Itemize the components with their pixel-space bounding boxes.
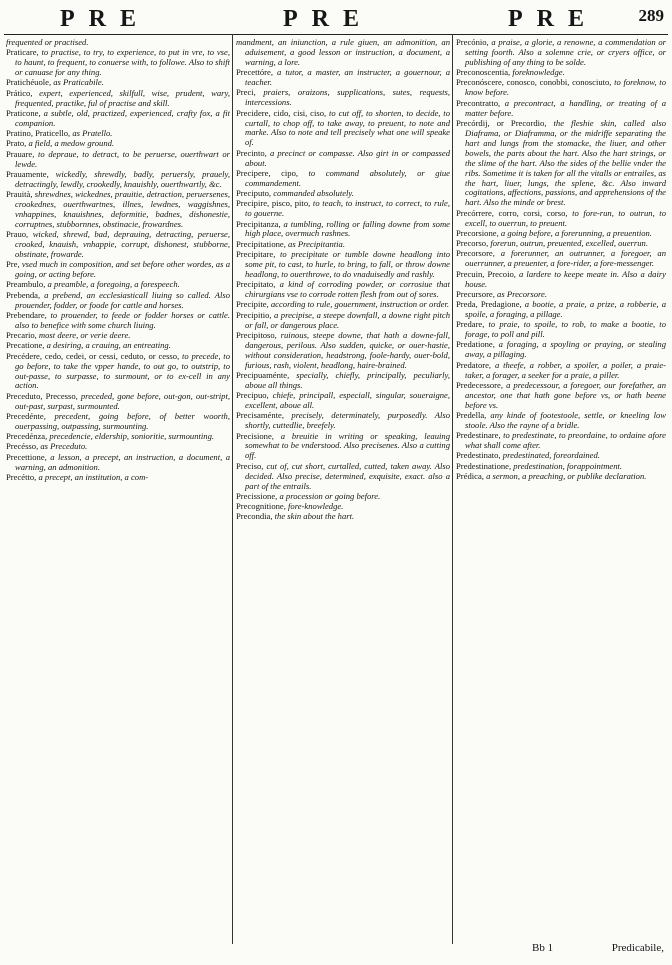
entry-definition: as Pratello. (70, 128, 113, 139)
entry-headword: Prauità, (6, 188, 33, 199)
dictionary-entry (456, 300, 666, 320)
entry-definition: a preamble, a foregoing, a forespeech. (45, 279, 180, 290)
entry-headword: Prebenda, (6, 289, 41, 300)
dictionary-entry (456, 361, 666, 381)
column-divider-right (452, 34, 453, 944)
dictionary-entry (236, 512, 450, 522)
entry-definition: precisely, determinately, purposedly. Also shortly, cuttedlie, breefely. (245, 410, 450, 431)
entry-definition: as Precorsore. (494, 288, 548, 299)
entry-headword: Precétto, (6, 471, 37, 482)
page-number: 289 (638, 6, 664, 25)
entry-definition: to depraue, to detract, to be peruerse, ouerthwart or lewde. (15, 148, 230, 169)
entry-definition: a precept, an institution, a com- (36, 471, 149, 482)
entry-headword: Precettione, (6, 451, 47, 462)
entry-definition: mandment, an iniunction, a rule giuen, an admonition, an aduisement, a good lesson or instruction, a document, a warning, a lore. (236, 38, 450, 67)
dictionary-entry (236, 280, 450, 300)
entry-definition: a forerunner, an outrunner, a foregoer, an ouerrunner, a preuenter, a fore-rider, a fore-messenger. (465, 248, 666, 269)
entry-headword: Precedénte, (6, 410, 46, 421)
entry-headword: Precinto, (236, 147, 267, 158)
signature-mark: Bb 1 (532, 942, 554, 954)
entry-headword: Precésso, (6, 441, 39, 452)
dictionary-entry (456, 472, 666, 482)
dictionary-entry (236, 250, 450, 280)
entry-headword: Precisione, (236, 430, 274, 441)
entry-definition: the fleshie skin, called also Diaframa, or Diaframma, or the midriffe separating the hart and lungs from the stomacke, the liuer, and other bowels, the parts about the hart. Also the hart strings, or the slime of the hart. Also the sides of the bellie vnder the ribs. Sometime it is taken for all the vitalls or entrailes, as the hart, liuer, lungs, the splene, &c. Also inward cogitations, affections, passions, and apprehensions of the hart. Also the minde or brest. (465, 117, 666, 208)
entry-headword: Preconóscere, conosco, conobbi, conosciuto, (456, 77, 612, 88)
entry-headword: Predatore, (456, 359, 492, 370)
entry-definition: foreknowledge. (510, 67, 565, 78)
entry-headword: Prauo, (6, 229, 29, 240)
entry-definition: a breuitie in writing or speaking, leauing somewhat to be vnderstood. Also precisenes. Also a cutting off. (245, 430, 450, 461)
entry-definition: predestinated, foreordained. (500, 450, 600, 461)
running-head (0, 4, 672, 34)
dictionary-entry (456, 270, 666, 290)
dictionary-entry (236, 109, 450, 149)
entry-definition: cut of, cut short, curtalled, cutted, taken away. Also decided. Also precise, determined, exquisite, exact. also a part of the entrails. (245, 460, 450, 491)
dictionary-entry (6, 89, 230, 109)
entry-headword: Precuin, Precoio, (456, 268, 516, 279)
entry-headword: Prático, (6, 87, 33, 98)
entry-definition: to predestinate, to preordaine, to ordaine afore what shall come after. (465, 430, 666, 451)
entry-definition: a precinct or compasse. Also girt in or compassed about. (245, 147, 450, 168)
header-rule (4, 34, 668, 35)
column-left (6, 38, 230, 938)
entry-definition: to fore-run, to outrun, to excell, to ouerrun, to preuent. (465, 207, 666, 228)
dictionary-entry (236, 331, 450, 371)
entry-headword: Precónio, (456, 38, 489, 47)
dictionary-entry (6, 453, 230, 473)
dictionary-entry (456, 381, 666, 411)
running-head-right: PRE (508, 6, 598, 32)
entry-definition: to precede, to go before, to take the vpper hande, to out go, to outstrip, to out-passe, to surpasse, to surmount, or to ex-cell in any action. (15, 350, 230, 391)
dictionary-entry (236, 149, 450, 169)
entry-definition: frequented or practised. (6, 38, 89, 47)
entry-headword: Precipitatione, (236, 238, 286, 249)
entry-headword: Preda, Predagione, (456, 299, 522, 310)
entry-definition: a sermon, a preaching, or publike declaration. (483, 470, 647, 481)
entry-headword: Preciputo, (236, 188, 272, 199)
entry-definition: precedent, going before, of better woorth, ouerpassing, outpassing, surmounting. (15, 410, 230, 431)
entry-headword: Predestinare, (456, 430, 501, 441)
entry-definition: as Precipitantia. (285, 238, 346, 249)
entry-definition: praiers, oraizons, supplications, sutes, requests, intercessions. (245, 87, 450, 108)
entry-definition: a field, a medow ground. (26, 138, 115, 149)
entry-definition: a lardere to keepe meate in. Also a dairy house. (465, 268, 666, 289)
entry-definition: predestination, forappointment. (511, 460, 623, 471)
entry-definition: a precipise, a steepe downfall, a downe right pitch or fall, or dangerous place. (245, 309, 450, 330)
entry-definition: to teach, to instruct, to correct, to rule, to gouerne. (245, 198, 450, 219)
entry-definition: a kind of corroding powder, or corrosiue that chirurgians vse to corrode rotten flesh from out of sores. (245, 279, 450, 300)
entry-headword: Precidere, cido, cisi, ciso, (236, 107, 327, 118)
dictionary-entry (236, 88, 450, 108)
entry-definition: expert, experienced, skilfull, wise, prudent, wary, frequented, practike, ful of practise and skill. (15, 87, 230, 108)
entry-headword: Prauamente, (6, 168, 49, 179)
entry-definition: wickedly, shrewdly, badly, peruersly, prauely, detractingly, lewdly, crookedly, knauishly, ouerthwartly, &c. (15, 168, 230, 189)
entry-headword: Precórrere, corro, corsi, corso, (456, 207, 568, 218)
entry-headword: Prato, (6, 138, 27, 149)
entry-definition: specially, chiefly, principally, peculiarly, aboue all things. (245, 369, 450, 390)
entry-definition: a procession or going before. (277, 490, 381, 501)
entry-headword: Precipitato, (236, 279, 276, 290)
dictionary-entry (456, 411, 666, 431)
entry-headword: Precorsore, (456, 248, 495, 259)
dictionary-entry (236, 220, 450, 240)
entry-definition: according to rule, gouernment, instruction or order. (268, 299, 449, 310)
entry-headword: Preciso, (236, 460, 264, 471)
dictionary-entry (6, 412, 230, 432)
column-divider-left (232, 34, 233, 944)
dictionary-entry (456, 78, 666, 98)
dictionary-entry (6, 260, 230, 280)
entry-headword: Precipitare, (236, 248, 276, 259)
entry-definition: a going before, a forerunning, a preuention. (498, 227, 652, 238)
entry-headword: Precipuo, (236, 390, 269, 401)
entry-headword: Precórdij, or Precordio, (456, 117, 547, 128)
dictionary-entry (236, 199, 450, 219)
entry-definition: a praise, a glorie, a renowne, a commendation or setting foorth. Also a solemne crie, or cryers office, or publishing of any thing to be solde. (465, 38, 666, 67)
dictionary-entry (236, 432, 450, 462)
entry-definition: as Preceduto. (38, 441, 88, 452)
entry-headword: Pratichéuole, (6, 77, 52, 88)
entry-headword: Praticone, (6, 107, 41, 118)
dictionary-entry (236, 371, 450, 391)
entry-headword: Pratino, Praticello, (6, 128, 71, 139)
entry-definition: a desiring, a crauing, an entreating. (44, 340, 171, 351)
dictionary-entry (6, 352, 230, 392)
entry-definition: to command absolutely, or giue commandement. (245, 167, 450, 188)
column-middle (236, 38, 450, 938)
dictionary-entry (6, 392, 230, 412)
entry-definition: a subtle, old, practized, experienced, crafty fox, a fit companion. (15, 107, 230, 128)
entry-definition: a bootie, a praie, a prize, a robberie, a spoile, a foraging, a pillage. (465, 299, 666, 319)
entry-definition: a foraging, a spoyling or praying, or stealing away, a pillaging. (465, 339, 666, 360)
dictionary-entry (456, 340, 666, 360)
entry-headword: Precipere, cipo, (236, 167, 299, 178)
entry-headword: Predestinatione, (456, 460, 512, 471)
entry-definition: to foreknow, to know before. (465, 77, 666, 98)
entry-definition: a predecessour, a foregoer, our forefather, an ancestor, one that hath gone before vs, or hath beene before vs. (465, 379, 666, 410)
entry-definition: shrewdnes, wickednes, prauitie, detraction, peruersenes, crookednes, ouerthwartnes, illnes, lewdnes, waggishnes, vnhappines, knauishnes, deformitie, badnes, dishonestie, corruptnes, stubbornnes, obstinacie, frowardnes. (15, 188, 230, 229)
entry-headword: Precipitanza, (236, 218, 281, 229)
entry-headword: Predella, (456, 410, 487, 421)
entry-definition: wicked, shrewd, bad, deprauing, detracting, peruerse, crooked, knauish, vnhappie, corrupt, dishonest, stubborne, obstinate, frowarde. (15, 229, 230, 259)
dictionary-entry (456, 119, 666, 209)
dictionary-entry (456, 249, 666, 269)
entry-headword: Precario, (6, 330, 37, 341)
entry-headword: Pre, (6, 259, 20, 270)
entry-headword: Predatione, (456, 339, 495, 350)
dictionary-entry (6, 473, 230, 483)
entry-definition: as Praticabile. (51, 77, 104, 88)
dictionary-entry (456, 320, 666, 340)
dictionary-entry (236, 311, 450, 331)
entry-headword: Precipuaménte, (236, 369, 290, 380)
dictionary-entry (236, 38, 450, 68)
running-head-center: PRE (283, 6, 373, 32)
dictionary-entry (6, 311, 230, 331)
entry-headword: Precipire, pisco, pito, (236, 198, 311, 209)
page-footer (0, 942, 672, 962)
entry-headword: Preci, (236, 87, 256, 98)
entry-headword: Precondia, (236, 511, 273, 522)
entry-definition: any kinde of footestoole, settle, or kneeling low stoole. Also the rayne of a bridle. (465, 410, 666, 430)
entry-definition: vsed much in composition, and set before other wordes, as a going, or acting before. (15, 259, 230, 280)
entry-headword: Precorsione, (456, 227, 499, 238)
entry-definition: a tutor, a master, an instructer, a gouernour, a teacher. (245, 67, 450, 88)
entry-definition: to prouender, to feede or fodder horses or cattle. also to benefice with some church liuing. (15, 309, 230, 330)
entry-headword: Prebendare, (6, 309, 47, 320)
entry-definition: to precipitate or tumble downe headlong into some pit, to cast, to hurle, to bring, to fall, or throw downe headlong, to ouerthrowe, to do vnaduisedly and rashly. (245, 248, 450, 279)
entry-headword: Precipitoso, (236, 329, 277, 340)
dictionary-entry (6, 170, 230, 190)
entry-definition: chiefe, principall, especiall, singular, soueraigne, excellent, aboue all. (245, 390, 450, 411)
entry-headword: Precorso, (456, 238, 489, 249)
entry-definition: commanded absolutely. (271, 188, 354, 199)
dictionary-entry (6, 109, 230, 129)
dictionary-entry (6, 150, 230, 170)
entry-headword: Precissione, (236, 490, 278, 501)
entry-definition: a prebend, an ecclesiasticall liuing so called. Also prouender, fodder, or foode for cattle and horses. (15, 289, 230, 310)
dictionary-entry (6, 190, 230, 230)
entry-headword: Precipitio, (236, 309, 272, 320)
catchword: Predicabile, (611, 942, 664, 954)
dictionary-entry (236, 169, 450, 189)
entry-definition: to praie, to spoile, to rob, to make a bootie, to forage, to poll and pill. (465, 319, 666, 340)
entry-definition: a tumbling, rolling or falling downe from some high place, overmuch rashnes. (245, 218, 450, 239)
entry-definition: the skin about the hart. (272, 511, 355, 522)
entry-definition: most deere, or verie deere. (36, 330, 131, 341)
entry-definition: forerun, outrun, preuented, excelled, ouerrun. (488, 238, 648, 249)
dictionary-entry (6, 48, 230, 78)
entry-definition: a theefe, a robber, a spoiler, a poiler, a praie-taker, a forager, a seeker for a praie, a piller. (465, 359, 666, 380)
entry-headword: Precipite, (236, 299, 269, 310)
dictionary-entry (456, 99, 666, 119)
entry-headword: Precettóre, (236, 67, 273, 78)
entry-definition: a precontract, a handling, or treating of a matter before. (465, 97, 666, 118)
entry-headword: Preceduto, Precesso, (6, 390, 78, 401)
dictionary-entry (456, 431, 666, 451)
dictionary-entry (6, 230, 230, 260)
dictionary-entry (236, 462, 450, 492)
dictionary-entry (456, 209, 666, 229)
entry-headword: Prauare, (6, 148, 35, 159)
entry-headword: Predestinato, (456, 450, 501, 461)
entry-headword: Preambulo, (6, 279, 46, 290)
dictionary-entry (456, 38, 666, 68)
running-head-left: PRE (60, 6, 150, 32)
entry-definition: fore-knowledge. (285, 501, 344, 512)
entry-definition: a lesson, a precept, an instruction, a document, a warning, an admonition. (15, 451, 230, 472)
entry-headword: Precontratto, (456, 97, 501, 108)
entry-headword: Precognitione, (236, 501, 286, 512)
entry-headword: Praticare, (6, 47, 39, 58)
entry-headword: Precédere, cedo, cedei, or cessi, ceduto, or cesso, (6, 350, 180, 361)
entry-headword: Precisaménte, (236, 410, 284, 421)
column-right (456, 38, 666, 938)
entry-definition: to cut off, to shorten, to decide, to curtall, to chop off, to take away, to preuent, to note and marke. Also to note and tell precisely what one will speake of. (245, 107, 450, 148)
entry-definition: preceded, gone before, out-gon, out-stript, out-past, surpast, surmounted. (15, 390, 230, 411)
entry-definition: to practise, to try, to experience, to put in vre, to vse, to haunt, to frequent, to conuerse with, to followe. Also to shift or canuase for any thing. (15, 47, 230, 78)
dictionary-entry (236, 68, 450, 88)
entry-headword: Predare, (456, 319, 485, 330)
entry-headword: Precedénza, (6, 431, 48, 442)
dictionary-entry (6, 291, 230, 311)
entry-headword: Preconoscentia, (456, 67, 511, 78)
entry-definition: precedencie, eldership, sonioritie, surmounting. (47, 431, 215, 442)
entry-definition: ruinous, steepe downe, that hath a downe-fall, dangerous, perilous. Also sudden, quicke, or ouer-hastie, without consideration, headstrong, foole-hardy, ouer-bold, furious, rash, violent, headlong, haire-brained. (245, 329, 450, 370)
entry-headword: Precursore, (456, 288, 495, 299)
entry-headword: Precatione, (6, 340, 45, 351)
dictionary-entry (236, 411, 450, 431)
entry-headword: Prédica, (456, 470, 484, 481)
entry-headword: Predecessore, (456, 379, 504, 390)
dictionary-entry (236, 391, 450, 411)
